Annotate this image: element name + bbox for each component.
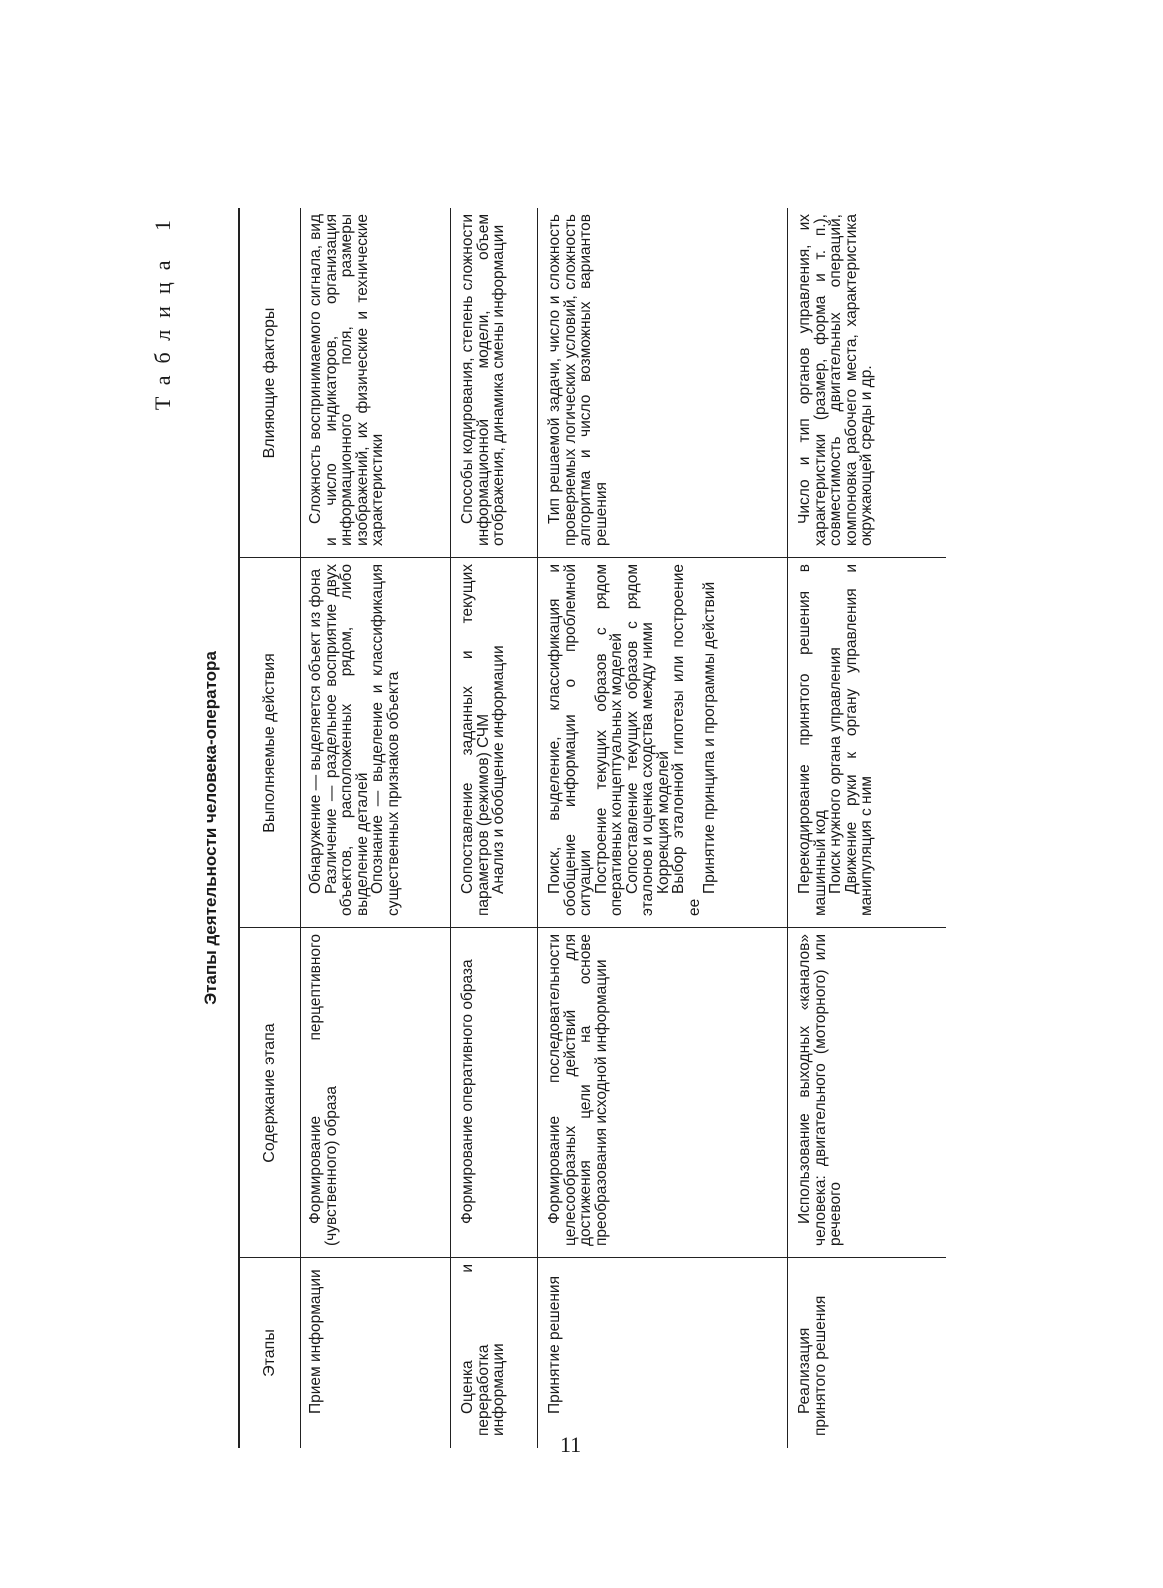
cell-actions: Перекодирование принятого решения в машинный код Поиск нужного органа управления Движение руки к органу управления и манипуляция с ним <box>796 564 875 916</box>
cell-actions: Сопоставление заданных и текущих параметров (режимов) СЧМ Анализ и обобщение информации <box>459 564 507 916</box>
table-row <box>789 208 939 1448</box>
rotated-page-content <box>150 208 958 1448</box>
cell-factors: Тип решаемой задачи, число и сложность проверяемых логических условий, сложность алгоритма и число возможных вариантов решения <box>546 214 610 546</box>
page-number: 11 <box>560 1432 582 1457</box>
cell-content: Формирование оперативного образа <box>459 959 476 1224</box>
header-actions: Выполняемые действия <box>261 653 278 833</box>
cell-content: Формирование перцептивного (чувственного) образа <box>307 934 340 1246</box>
table-row <box>452 208 538 1448</box>
cell-factors: Сложность воспринимаемого сигнала, вид и число индикаторов, организация информационного поля, размеры изображений, их физические и технические характеристики <box>307 214 386 546</box>
cell-stage: Принятие решения <box>546 1276 563 1414</box>
column-divider <box>238 557 946 558</box>
column-divider <box>238 1257 946 1258</box>
cell-factors: Способы кодирования, степень сложности информационной модели, объем отображения, динамика смены информации <box>459 214 507 546</box>
table-row <box>300 208 451 1448</box>
cell-content: Использование выходных «каналов» человека: двигательного (моторного) или речевого <box>796 934 844 1246</box>
cell-content: Формирование последовательности целесообразных действий для достижения цели на основе преобразования исходной информации <box>546 934 610 1246</box>
table-label: Таблица 1 <box>150 208 175 411</box>
table-caption: Этапы деятельности человека-оператора <box>201 651 220 1005</box>
table-row <box>539 208 788 1448</box>
header-content: Содержание этапа <box>261 1023 278 1163</box>
table-header-row <box>238 208 301 1448</box>
cell-stage: Реализация принятого решения <box>796 1295 829 1436</box>
column-divider <box>238 927 946 928</box>
cell-actions: Обнаружение — выделяется объект из фона Различение — раздельное восприятие двух объектов, расположенных рядом, либо выделение деталей Опознание — выделение и классификация существенных признаков объекта <box>307 564 402 916</box>
header-factors: Влияющие факторы <box>261 307 278 459</box>
cell-stage: Оценка и переработка информации <box>459 1264 507 1436</box>
header-stage: Этапы <box>261 1329 278 1377</box>
cell-factors: Число и тип органов управления, их характеристики (размер, форма и т. п.), совместимость двигательных операций, компоновка рабочего места, характеристика окружающей среды и др. <box>796 214 875 546</box>
cell-stage: Прием информации <box>307 1269 324 1414</box>
cell-actions: Поиск, выделение, классификация и обобщение информации о проблемной ситуации Построение текущих образов с рядом оперативных концептуальных моделей Сопоставление текущих образов с рядом эталонов и оценка сходства между ними Коррекция моделей Выбор эталонной гипотезы или построение ее Принятие принципа и программы действий <box>546 564 718 916</box>
